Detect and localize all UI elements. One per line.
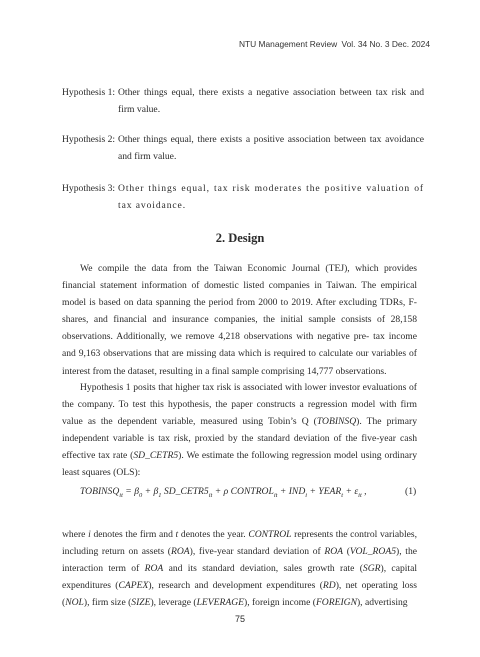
hypothesis-label: Hypothesis 2: [62, 134, 116, 145]
hypothesis-label: Hypothesis 3: [62, 183, 116, 194]
hypothesis-text: Other things equal, tax risk moderates the positive valuation of tax avoidance. [118, 183, 424, 211]
hypothesis-3 [62, 180, 424, 214]
hypothesis-1 [62, 84, 424, 118]
page-number: 75 [234, 614, 245, 624]
variable-sd-cetr5: SD_CETR5 [133, 450, 179, 462]
equation-number: (1) [405, 486, 417, 497]
variable-tobinsq: TOBINSQ [316, 416, 357, 428]
paragraph-data-sample: We compile the data from the Taiwan Economic Journal (TEJ), which provides financial statement information of domestic listed companies in Taiwan. The empirical model is based on data spanning the period from 2000 to 2019. After excluding TDRs, F-shares, and financial and insurance companies, the initial sample consists of 28,158 observations. Additionally, we remove 4,218 observations with negative pre- tax income and 9,163 observations that are missing data which is required to calculate our variables of interest from the dataset, resulting in a final sample comprising 14,777 observations. [62, 263, 417, 377]
hypothesis-label: Hypothesis 1: [62, 87, 116, 98]
hypothesis-2 [62, 131, 424, 165]
journal-issue: Vol. 34 No. 3 Dec. 2024 [341, 39, 430, 49]
journal-name: NTU Management Review [238, 39, 338, 49]
regression-equation: $TOBINSQ_{it} = \beta_0 + \beta_1$ $SD\_CETR5_{it} + \rho$ $CONTROL_{it} + IND_i$ + $YEAR_t + \varepsilon_{it}$ , [80, 486, 367, 499]
running-header [239, 39, 430, 49]
hypothesis-text: Other things equal, there exists a positive association between tax avoidance and firm value. [118, 134, 424, 162]
paragraph-hypothesis-test: Hypothesis 1 posits that higher tax risk is associated with lower investor evaluations of the company. To test this hypothesis, the paper constructs a regression model with firm value as the dependent variable, measured using Tobin’s Q (TOBINSQ). The primary independent variable is tax risk, proxied by the standard deviation of the five-year cash effective tax rate (SD_CETR5). We estimate the following regression model using ordinary least squares (OLS): [62, 382, 417, 479]
hypothesis-text: Other things equal, there exists a negative association between tax risk and firm value. [118, 87, 424, 115]
section-title: 2. Design [215, 231, 265, 245]
paragraph-variable-definitions: where i denotes the firm and t denotes the year. CONTROL represents the control variables, including return on assets (ROA), five-year standard deviation of ROA (VOL_ROA5), the interaction term of ROA and its standard deviation, sales growth rate (SGR), capital expenditures (CAPEX), research and development expenditures (RD), net operating loss (NOL), firm size (SIZE), leverage (LEVERAGE), foreign income (FOREIGN), advertising [62, 529, 418, 609]
